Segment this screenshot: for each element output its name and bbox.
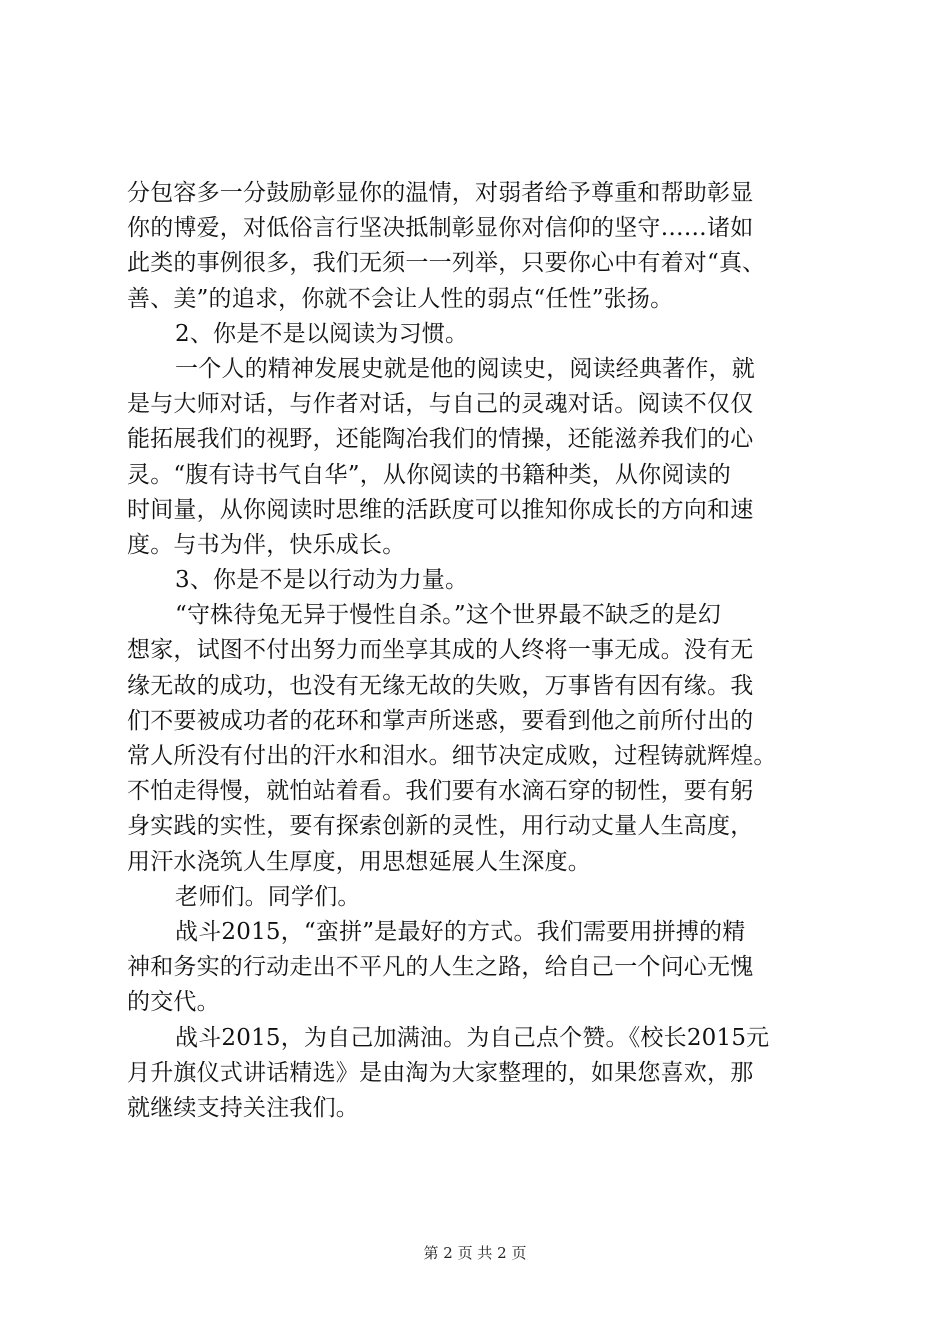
text-line: 就继续支持关注我们。 <box>127 1094 359 1121</box>
page-footer: 第 2 页 共 2 页 <box>423 1244 527 1262</box>
text-line: 善、美”的追求，你就不会让人性的弱点“任性”张扬。 <box>127 285 674 312</box>
text-line: 时间量，从你阅读时思维的活跃度可以推知你成长的方向和速 <box>127 496 754 523</box>
text-line: 的交代。 <box>127 989 220 1016</box>
text-line: 3、你是不是以行动为力量。 <box>175 567 469 594</box>
text-line: 此类的事例很多，我们无须一一列举，只要你心中有着对“真、 <box>127 250 766 277</box>
text-line: 战斗2015，“蛮拼”是最好的方式。我们需要用拼搏的精 <box>175 918 746 945</box>
text-line: 分包容多一分鼓励彰显你的温情，对弱者给予尊重和帮助彰显 <box>127 180 754 206</box>
text-line: 身实践的实性，要有探索创新的灵性，用行动丈量人生高度， <box>127 813 754 840</box>
text-line: 2、你是不是以阅读为习惯。 <box>175 320 469 347</box>
text-line: 不怕走得慢，就怕站着看。我们要有水滴石穿的韧性，要有躬 <box>127 778 754 805</box>
document-body <box>127 176 827 1126</box>
text-line: 是与大师对话，与作者对话，与自己的灵魂对话。阅读不仅仅 <box>127 391 754 418</box>
text-line: 一个人的精神发展史就是他的阅读史，阅读经典著作，就 <box>175 355 755 382</box>
text-line: 你的博爱，对低俗言行坚决抵制彰显你对信仰的坚守……诸如 <box>127 215 754 242</box>
text-line: 老师们。同学们。 <box>175 883 361 910</box>
text-line: 缘无故的成功，也没有无缘无故的失败，万事皆有因有缘。我 <box>127 672 754 699</box>
text-line: 常人所没有付出的汗水和泪水。细节决定成败，过程铸就辉煌。 <box>127 743 777 769</box>
text-line: 们不要被成功者的花环和掌声所迷惑，要看到他之前所付出的 <box>127 707 754 734</box>
text-line: 神和务实的行动走出不平凡的人生之路，给自己一个问心无愧 <box>127 954 754 981</box>
text-line: 度。与书为伴，快乐成长。 <box>127 531 406 558</box>
text-line: 用汗水浇筑人生厚度，用思想延展人生深度。 <box>127 848 591 875</box>
text-line: 能拓展我们的视野，还能陶冶我们的情操，还能滋养我们的心 <box>127 426 754 453</box>
text-line: “守株待兔无异于慢性自杀。”这个世界最不缺乏的是幻 <box>175 602 722 629</box>
text-line: 想家，试图不付出努力而坐享其成的人终将一事无成。没有无 <box>127 637 754 664</box>
text-line: 战斗2015，为自己加满油。为自己点个赞。《校长2015元 <box>175 1024 770 1051</box>
text-line: 灵。“腹有诗书气自华”，从你阅读的书籍种类，从你阅读的 <box>127 461 731 488</box>
text-line: 月升旗仪式讲话精选》是由淘为大家整理的，如果您喜欢，那 <box>127 1059 754 1086</box>
